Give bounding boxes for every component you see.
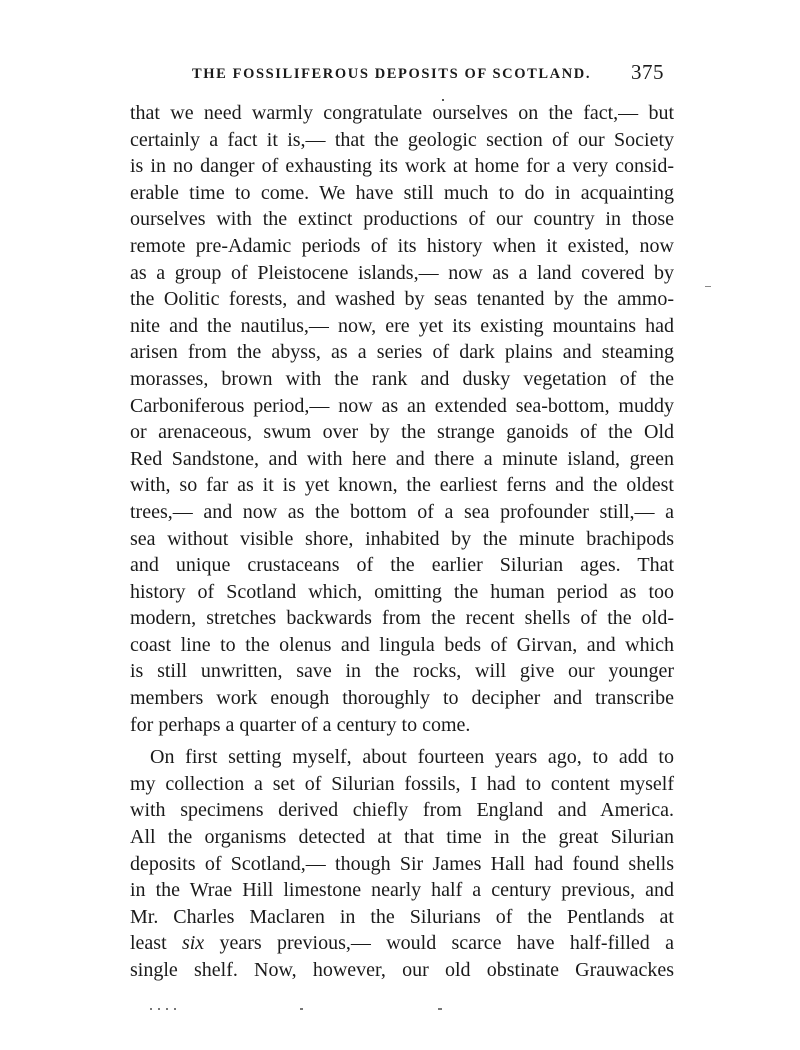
margin-mark <box>705 286 711 287</box>
text-line: Mr. Charles Maclaren in the Silurians of the Pentlands at <box>130 905 674 928</box>
running-title: THE FOSSILIFEROUS DEPOSITS OF SCOTLAND. <box>192 66 592 82</box>
text-line: members work enough thoroughly to decipher and transcribe <box>130 687 674 710</box>
speck <box>166 1008 168 1010</box>
text-line: my collection a set of Silurian fossils, I had to content myself <box>130 772 674 795</box>
running-head <box>130 60 670 90</box>
text-line: is in no danger of exhausting its work at home for a very consid- <box>130 155 674 178</box>
text-line: or arenaceous, swum over by the strange ganoids of the Old <box>130 421 674 444</box>
text-line: and unique crustaceans of the earlier Silurian ages. That <box>130 554 674 577</box>
text-line: remote pre-Adamic periods of its history when it existed, now <box>130 234 674 257</box>
speck <box>174 1008 176 1010</box>
text-line: with, so far as it is yet known, the earliest ferns and the oldest <box>130 474 674 497</box>
text-line: sea without visible shore, inhabited by the minute brachipods <box>130 527 674 550</box>
text-line: Red Sandstone, and with here and there a minute island, green <box>130 447 674 470</box>
paragraph-2 <box>130 744 674 983</box>
speck <box>300 1008 303 1010</box>
text-line: in the Wrae Hill limestone nearly half a century previous, and <box>130 879 674 902</box>
speck <box>150 1008 152 1010</box>
print-specks <box>150 1008 470 1016</box>
text-line: On first setting myself, about fourteen years ago, to add to <box>150 746 674 769</box>
page-number: 375 <box>631 60 664 84</box>
text-line: All the organisms detected at that time in the great Silurian <box>130 826 674 849</box>
text-line: trees,— and now as the bottom of a sea profounder still,— a <box>130 500 674 523</box>
text-line: for perhaps a quarter of a century to come. <box>130 713 471 736</box>
text-line: deposits of Scotland,— though Sir James Hall had found shells <box>130 852 674 875</box>
speck <box>158 1008 160 1010</box>
speck <box>438 1008 442 1010</box>
text-line-with-emphasis <box>130 930 674 957</box>
italic-word: six <box>181 932 205 955</box>
text-line: certainly a fact it is,— that the geologic section of our Society <box>130 128 674 151</box>
text-line: ourselves with the extinct productions of our country in those <box>130 208 674 231</box>
text-line: as a group of Pleistocene islands,— now as a land covered by <box>130 261 674 284</box>
text-line: with specimens derived chiefly from England and America. <box>130 799 674 822</box>
text-line: coast line to the olenus and lingula beds of Girvan, and which <box>130 633 674 656</box>
text-line: the Oolitic forests, and washed by seas tenanted by the ammo- <box>130 288 674 311</box>
text-line: morasses, brown with the rank and dusky vegetation of the <box>130 367 674 390</box>
text-line: erable time to come. We have still much to do in acquainting <box>130 181 674 204</box>
text-line: Carboniferous period,— now as an extended sea-bottom, muddy <box>130 394 674 417</box>
text-line: is still unwritten, save in the rocks, will give our younger <box>130 660 674 683</box>
text-line: single shelf. Now, however, our old obstinate Grauwackes <box>130 959 674 981</box>
text-run: least <box>130 932 182 955</box>
text-line: nite and the nautilus,— now, ere yet its existing mountains had <box>130 314 674 337</box>
text-line: history of Scotland which, omitting the human period as too <box>130 580 674 603</box>
text-run: years previous,— would scarce have half-filled a <box>204 932 674 955</box>
body-text <box>130 100 674 984</box>
text-line: arisen from the abyss, as a series of dark plains and steaming <box>130 341 674 364</box>
text-line: modern, stretches backwards from the recent shells of the old- <box>130 607 674 630</box>
text-line: that we need warmly congratulate ourselves on the fact,— but <box>130 102 674 124</box>
paragraph-1 <box>130 100 674 738</box>
